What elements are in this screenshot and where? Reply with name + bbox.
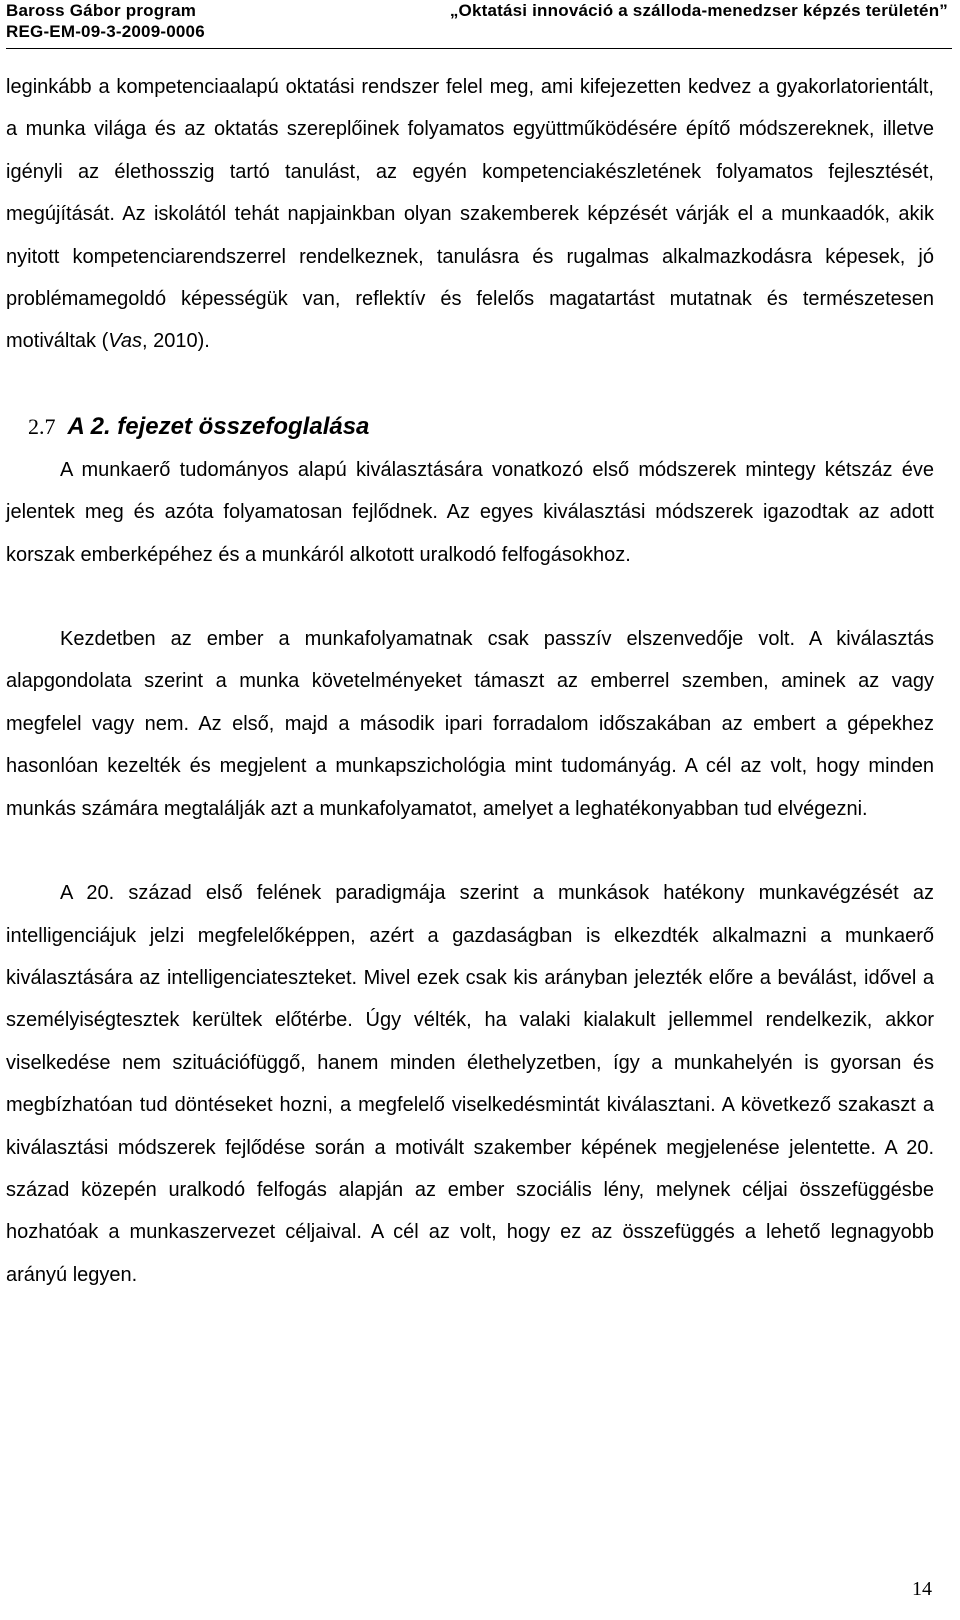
page-header	[6, 0, 952, 49]
header-program-name: Baross Gábor program	[6, 1, 197, 20]
section-title: A 2. fejezet összefoglalása	[67, 412, 370, 440]
paragraph-3: Kezdetben az ember a munkafolyamatnak csak passzív elszenvedője volt. A kiválasztás alapgondolata szerint a munka követelményeket támaszt az emberrel szemben, aminek az vagy megfelel vagy nem. Az első, majd a második ipari forradalom időszakában az embert a gépekhez hasonlóan kezelték és megjelent a munkapszichológia mint tudományág. A cél az volt, hogy minden munkás számára megtalálják azt a munkafolyamatot, amelyet a leghatékonyabban tud elvégezni.	[6, 628, 934, 820]
paragraph-1-text-a: leginkább a kompetenciaalapú oktatási rendszer felel meg, ami kifejezetten kedvez a gyakorlatorientált, a munka világa és az oktatás szereplőinek folyamatos együttműködésére építő módszereknek, illetve igényli az élethosszig tartó tanulást, az egyén kompetenciakészletének folyamatos fejlesztését, megújítását. Az iskolától tehát napjainkban olyan szakemberek képzését várják el a munkaadók, akik nyitott kompetenciarendszerrel rendelkeznek, tanulásra és rugalmas alkalmazkodásra képesek, jó problémamegoldó képességük van, reflektív és felelős magatartást mutatnak és természetesen motiváltak (	[6, 76, 934, 353]
page-number: 14	[912, 1578, 932, 1600]
paragraph-1-text-b: , 2010).	[141, 330, 210, 353]
section-number: 2.7	[28, 413, 56, 439]
header-program-code: REG-EM-09-3-2009-0006	[6, 22, 205, 41]
citation-author: Vas	[108, 330, 142, 353]
header-program	[6, 0, 205, 42]
paragraph-2: A munkaerő tudományos alapú kiválasztására vonatkozó első módszerek mintegy kétszáz éve jelentek meg és azóta folyamatosan fejlődnek. Az egyes kiválasztási módszerek igazodtak az adott korszak emberképéhez és a munkáról alkotott uralkodó felfogásokhoz.	[6, 458, 934, 566]
section-heading	[6, 405, 934, 449]
header-project-title: „Oktatási innováció a szálloda-menedzser képzés területén”	[449, 1, 948, 20]
document-body	[6, 66, 934, 1296]
paragraph-4: A 20. század első felének paradigmája szerint a munkások hatékony munkavégzését az intelligenciájuk jelzi megfelelőképpen, azért a gazdaságban is elkezdték alkalmazni a munkaerő kiválasztására az intelligenciateszteket. Mivel ezek csak kis arányban jelezték előre a beválást, idővel a személyiségtesztek kerültek előtérbe. Úgy vélték, ha valaki kialakult jellemmel rendelkezik, akkor viselkedése nem szituációfüggő, hanem minden élethelyzetben, így a munkahelyén is gyorsan és megbízhatóan tud döntéseket hozni, a megfelelő viselkedésmintát kiválasztani. A következő szakaszt a kiválasztási módszerek fejlődése során a motivált szakember képének megjelenése jelentette. A 20. század közepén uralkodó felfogás alapján az ember szociális lény, melynek céljai összefüggésbe hozhatóak a munkaszervezet céljaival. A cél az volt, hogy ez az összefüggés a lehető legnagyobb arányú legyen.	[6, 882, 934, 1286]
paragraph-1	[6, 66, 934, 363]
